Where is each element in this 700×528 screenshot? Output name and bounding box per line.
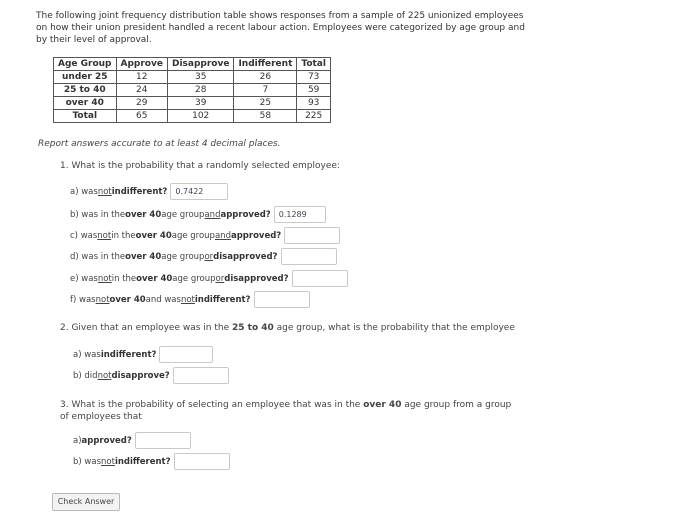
column-header: Disapprove [167,58,233,71]
table-cell: 39 [167,97,233,110]
row-label: over 40 [54,97,117,110]
table-cell: 102 [167,110,233,123]
row-label: under 25 [54,71,117,84]
table-row [54,84,331,97]
table-total-row [54,110,331,123]
answer-3b-input[interactable] [174,453,230,470]
answer-1f-input[interactable] [254,291,310,308]
question-1-prompt: 1. What is the probability that a randomly selected employee: [60,161,340,171]
answer-3a-input[interactable] [135,432,191,449]
table-cell: 26 [234,71,297,84]
question-1c: c) was not in the over 40 age group and approved? [70,227,340,244]
table-cell: 73 [297,71,331,84]
question-2b: b) did not disapprove? [73,367,229,384]
table-cell: 24 [116,84,167,97]
table-cell: 7 [234,84,297,97]
table-row [54,97,331,110]
question-1a: a) was not indifferent? 0.7422 [70,183,228,200]
table-cell: 65 [116,110,167,123]
question-2-prompt: 2. Given that an employee was in the 25 to 40 age group, what is the probability that the employee [60,323,515,333]
table-cell: 225 [297,110,331,123]
answer-1c-input[interactable] [284,227,340,244]
answer-1e-input[interactable] [292,270,348,287]
table-header-row [54,58,331,71]
answer-1a-input[interactable]: 0.7422 [170,183,228,200]
answer-2a-input[interactable] [159,346,213,363]
table-cell: 35 [167,71,233,84]
table-cell: 93 [297,97,331,110]
problem-intro: The following joint frequency distribution table shows responses from a sample of 225 unionized employees on how their union president handled a recent labour action. Employees were categorized by age group and by their level of approval. [36,11,525,45]
question-1b: b) was in the over 40 age group and approved? 0.1289 [70,206,326,223]
column-header: Age Group [54,58,117,71]
answer-1b-input[interactable]: 0.1289 [274,206,326,223]
table-cell: 28 [167,84,233,97]
column-header: Total [297,58,331,71]
precision-note: Report answers accurate to at least 4 decimal places. [38,139,281,149]
check-answer-button[interactable]: Check Answer [52,493,120,511]
table-cell: 29 [116,97,167,110]
question-3a: a) approved? [73,432,191,449]
answer-1d-input[interactable] [281,248,337,265]
table-cell: 25 [234,97,297,110]
column-header: Indifferent [234,58,297,71]
row-label: 25 to 40 [54,84,117,97]
column-header: Approve [116,58,167,71]
question-2a: a) was indifferent? [73,346,213,363]
table-row [54,71,331,84]
answer-2b-input[interactable] [173,367,229,384]
question-1d: d) was in the over 40 age group or disapproved? [70,248,337,265]
frequency-table [53,57,331,123]
question-1f: f) was not over 40 and was not indifferent? [70,291,310,308]
table-cell: 12 [116,71,167,84]
question-3-prompt: 3. What is the probability of selecting an employee that was in the over 40 age group from a group of employees that [60,400,512,422]
table-cell: 59 [297,84,331,97]
row-label: Total [54,110,117,123]
table-cell: 58 [234,110,297,123]
question-3b: b) was not indifferent? [73,453,230,470]
question-1e: e) was not in the over 40 age group or disapproved? [70,270,348,287]
